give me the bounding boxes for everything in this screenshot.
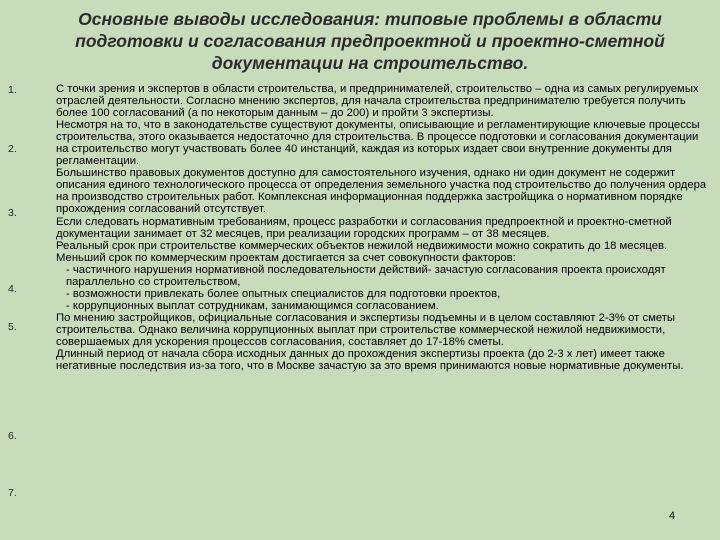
- sub-list-item: - частичного нарушения нормативной последовательности действий- зачастую согласования проекта происходят параллельно со строительством,: [66, 263, 666, 288]
- list-item: Если следовать нормативным требованиям, процесс разработки и согласования предпроектной и проектно-сметной документации занимает от 32 месяцев, при реализации городских программ – от 38 месяцев.: [56, 215, 672, 240]
- list-item: Реальный срок при строительстве коммерческих объектов нежилой недвижимости можно сократить до 18 месяцев. Меньший срок по коммерческим проектам достигается за счет совокупности факторов:: [56, 239, 668, 264]
- item-number: 2.: [8, 143, 17, 155]
- list-item: Несмотря на то, что в законодательстве существуют документы, описывающие и регламентирующие ключевые процессы строительства, этого оказывается недостаточно для строительства. В процессе подготовки и согласования документации на строительство могут участвовать более 40 инстанций, каждая из которых издает свои внутренние документы для регламентации.: [56, 119, 700, 168]
- item-number: 6.: [8, 430, 17, 442]
- item-number: 1.: [8, 84, 17, 96]
- item-number: 3.: [8, 207, 17, 219]
- findings-list: [56, 83, 708, 372]
- list-item: С точки зрения и экспертов в области строительства, и предпринимателей, строительство – одна из самых регулируемых отраслей деятельности. Согласно мнению экспертов, для начала строительства предпринимателю требуется получить более 100 согласований (а по некоторым данным – до 200) и пройти 3 экспертизы.: [56, 83, 699, 120]
- list-item: По мнению застройщиков, официальные согласования и экспертизы подъемны и в целом составляют 2-3% от сметы строительства. Однако величина коррупционных выплат при строительстве коммерческой нежилой недвижимости, совершаемых для ускорения процессов согласования, составляет до 17-18% сметы.: [56, 311, 676, 348]
- item-number: 7.: [8, 487, 17, 499]
- sub-list-item: - возможности привлекать более опытных специалистов для подготовки проектов,: [66, 287, 501, 300]
- slide-title: Основные выводы исследования: типовые проблемы в области подготовки и согласования предпроектной и проектно-сметной документации на строительство.: [75, 9, 665, 73]
- list-item: Большинство правовых документов доступно для самостоятельного изучения, однако ни один документ не содержит описания единого технологического процесса от определения земельного участка под строительство до получения ордера на производство строительных работ. Комплексная информационная поддержка застройщика о нормативном порядке прохождения согласований отсутствует.: [56, 167, 707, 216]
- sub-list-item: - коррупционных выплат сотрудникам, занимающимся согласованием.: [66, 299, 439, 312]
- item-number: 4.: [8, 283, 17, 295]
- list-item: Длинный период от начала сбора исходных данных до прохождения экспертизы проекта (до 2-3 х лет) имеет также негативные последствия из-за того, что в Москве зачастую за это время принимаются новые нормативные документы.: [56, 348, 684, 373]
- item-number: 5.: [8, 321, 17, 333]
- page-number: 4: [669, 510, 676, 522]
